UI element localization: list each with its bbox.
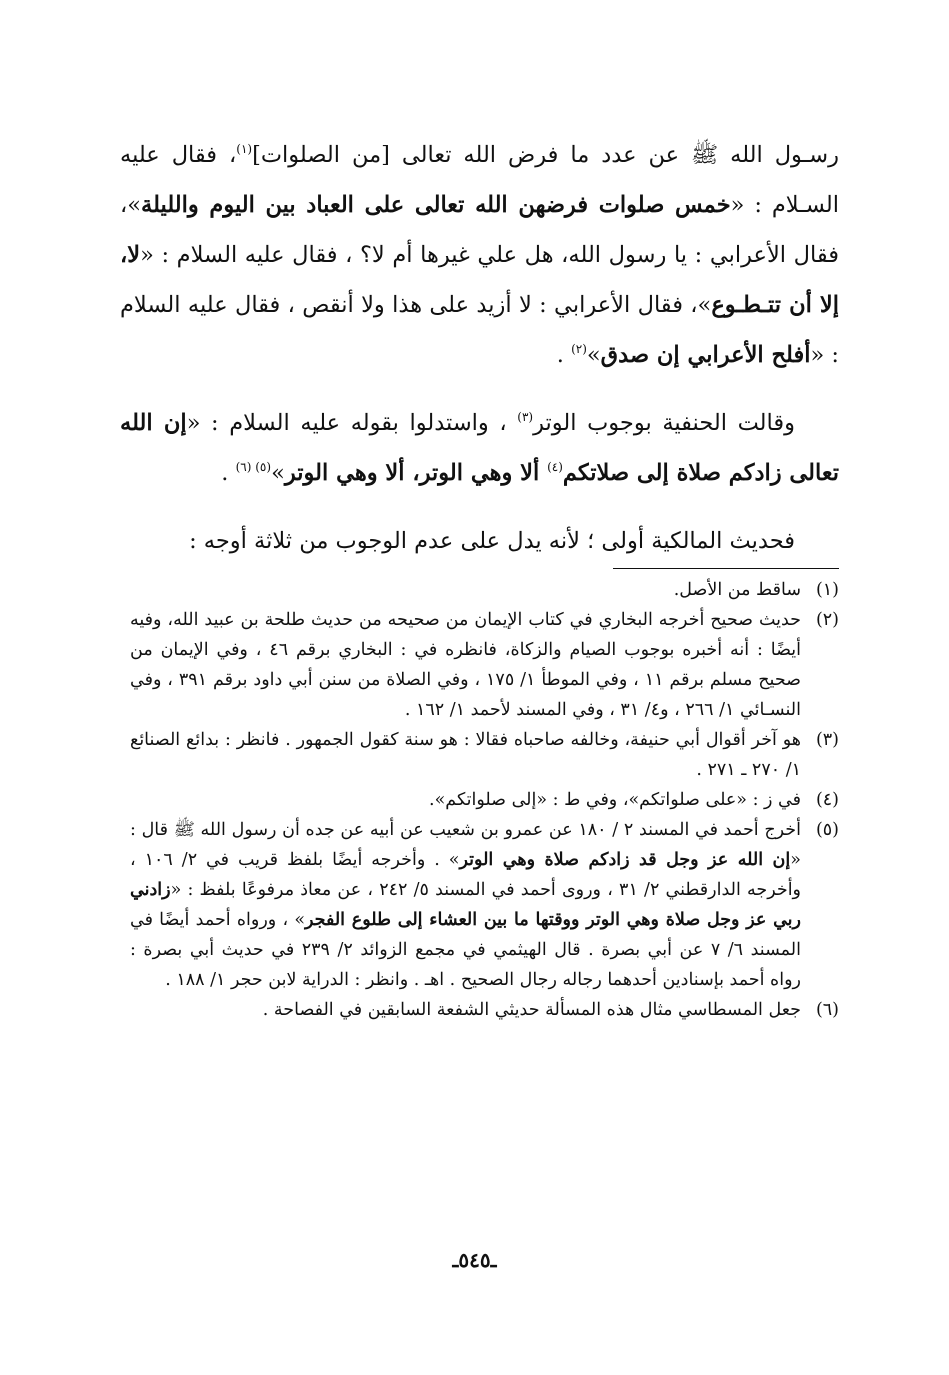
footnote-number: (١) [815, 580, 839, 600]
text: أخرج أحمد في المسند ٢ / ١٨٠ عن عمرو بن شعيب عن أبيه عن جده أن رسول الله ﷺ قال : « [130, 820, 801, 870]
footnote-text [130, 725, 801, 785]
text: فحديث المالكية أولى ؛ لأنه يدل على عدم الوجوب من ثلاثة أوجه : [189, 528, 795, 554]
footnote-ref-1[interactable]: (١) [236, 142, 253, 156]
footnotes [130, 575, 839, 1025]
footnote-1 [130, 575, 839, 605]
paragraph-3 [120, 516, 839, 566]
footnote-line [130, 850, 801, 990]
text: . [556, 342, 572, 368]
text: . [221, 460, 236, 486]
text: »، فقال الأعرابي : لا أزيد على هذا ولا أنقص ، فقال عليه السلام : « [120, 292, 839, 368]
hadith-quote: ألا وهي الوتر، ألا وهي الوتر [284, 460, 548, 486]
paragraph-2 [120, 398, 839, 498]
footnote-2 [130, 605, 839, 725]
hadith-quote: أفلح الأعرابي إن صدق [600, 342, 811, 368]
text: رسـول الله ﷺ عن عدد ما فرض الله تعالى [من الصلوات] [252, 142, 839, 168]
text: ، واستدلوا بقوله عليه السلام : « [186, 410, 518, 436]
footnote-ref-2[interactable]: (٢) [571, 342, 587, 356]
footnote-ref-3[interactable]: (٣) [517, 410, 534, 424]
footnote-line: فانظر : بدائع الصنائع ١/ ٢٧٠ ـ ٢٧١ . [130, 730, 801, 780]
hadith-quote: خمس صلوات فرضهن الله تعالى على العباد بين اليوم والليلة [141, 192, 731, 218]
footnote-number: (٢) [815, 610, 839, 630]
footnote-6 [130, 995, 839, 1025]
footnote-number: (٤) [815, 790, 839, 810]
footnote-line: هو آخر أقوال أبي حنيفة، وخالفه صاحباه فقالا : هو سنة كقول الجمهور . [285, 730, 801, 750]
text: » [586, 342, 601, 368]
hadith-quote: زادني ربي عز وجل صلاة وهي الوتر ووقتها ما بين العشاء إلى طلوع الفجر [130, 880, 801, 930]
footnote-ref-4[interactable]: (٤) [547, 460, 563, 474]
hadith-quote: إن الله عز وجل قد زادكم صلاة وهي الوتر [459, 850, 791, 870]
text: » [271, 460, 285, 486]
footnote-4 [130, 785, 839, 815]
footnote-3 [130, 725, 839, 785]
footnote-number: (٥) [815, 820, 839, 840]
paragraph-1 [120, 130, 839, 380]
hadith-quote: لا، إلا أن تتـطـوع [120, 242, 839, 318]
footnote-number: (٣) [815, 730, 839, 750]
text: وقالت الحنفية بوجوب الوتر [533, 410, 796, 436]
footnote-separator [613, 568, 839, 569]
page-number: ـ٥٤٥ـ [452, 1248, 497, 1272]
footnote-text [130, 815, 801, 995]
footnote-text: ساقط من الأصل. [673, 580, 801, 600]
text: »، فقال الأعرابي : يا رسول الله، هل علي غيرها أم لا؟ ، فقال عليه السلام : « [120, 192, 839, 268]
footnote-text: حديث صحيح أخرجه البخاري في كتاب الإيمان من صحيحه من حديث طلحة بن عبيد الله، وفيه أيضًا : أنه أخبره بوجوب الصيام والزكاة، فانظره في : البخاري برقم ٤٦ ، وفي الإيمان من صحيح مسلم برقم ١١ ، وفي الموطأ ١/ ١٧٥ ، وفي الصلاة من سنن أبي داود برقم ٣٩١ ، وفي النسـائي ١/ ٢٦٦ ، و٤/ ٣١ ، وفي المسند لأحمد ١/ ١٦٢ . [130, 610, 801, 720]
footnote-number: (٦) [815, 1000, 839, 1020]
text: ، فقال عليه السـلام : « [120, 142, 840, 218]
footnote-line: وانظر : الدراية لابن حجر ١/ ١٨٨ . [165, 970, 409, 990]
footnote-5 [130, 815, 839, 995]
text: » . [434, 850, 460, 870]
footnote-text: جعل المسطاسي مثال هذه المسألة حديثي الشفعة السابقين في الفصاحة . [262, 1000, 801, 1020]
text: وأخرجه أيضًا بلفظ قريب في ٢/ ١٠٦ ، وأخرجه الدارقطني ٢/ ٣١ ، وروى أحمد في المسند ٥/ ٢٤٢ ، عن معاذ مرفوعًا بلفظ : « [130, 850, 802, 900]
hadith-quote: إن الله تعالى زادكم صلاة إلى صلاتكم [120, 410, 839, 486]
footnote-text: في ز : «على صلواتكم»، وفي ط : «إلى صلواتكم». [429, 790, 801, 810]
footnote-ref-5-6[interactable]: (٥) (٦) [235, 460, 272, 474]
text: » ، ورواه أحمد أيضًا في المسند ٦/ ٧ عن أبي بصرة . قال الهيثمي في مجمع الزوائد ٢/ ٢٣٩ في حديث أبي بصرة : رواه أحمد بإسنادين أحدهما رجاله رجال الصحيح . اهـ . [130, 910, 801, 990]
main-text [120, 130, 839, 566]
